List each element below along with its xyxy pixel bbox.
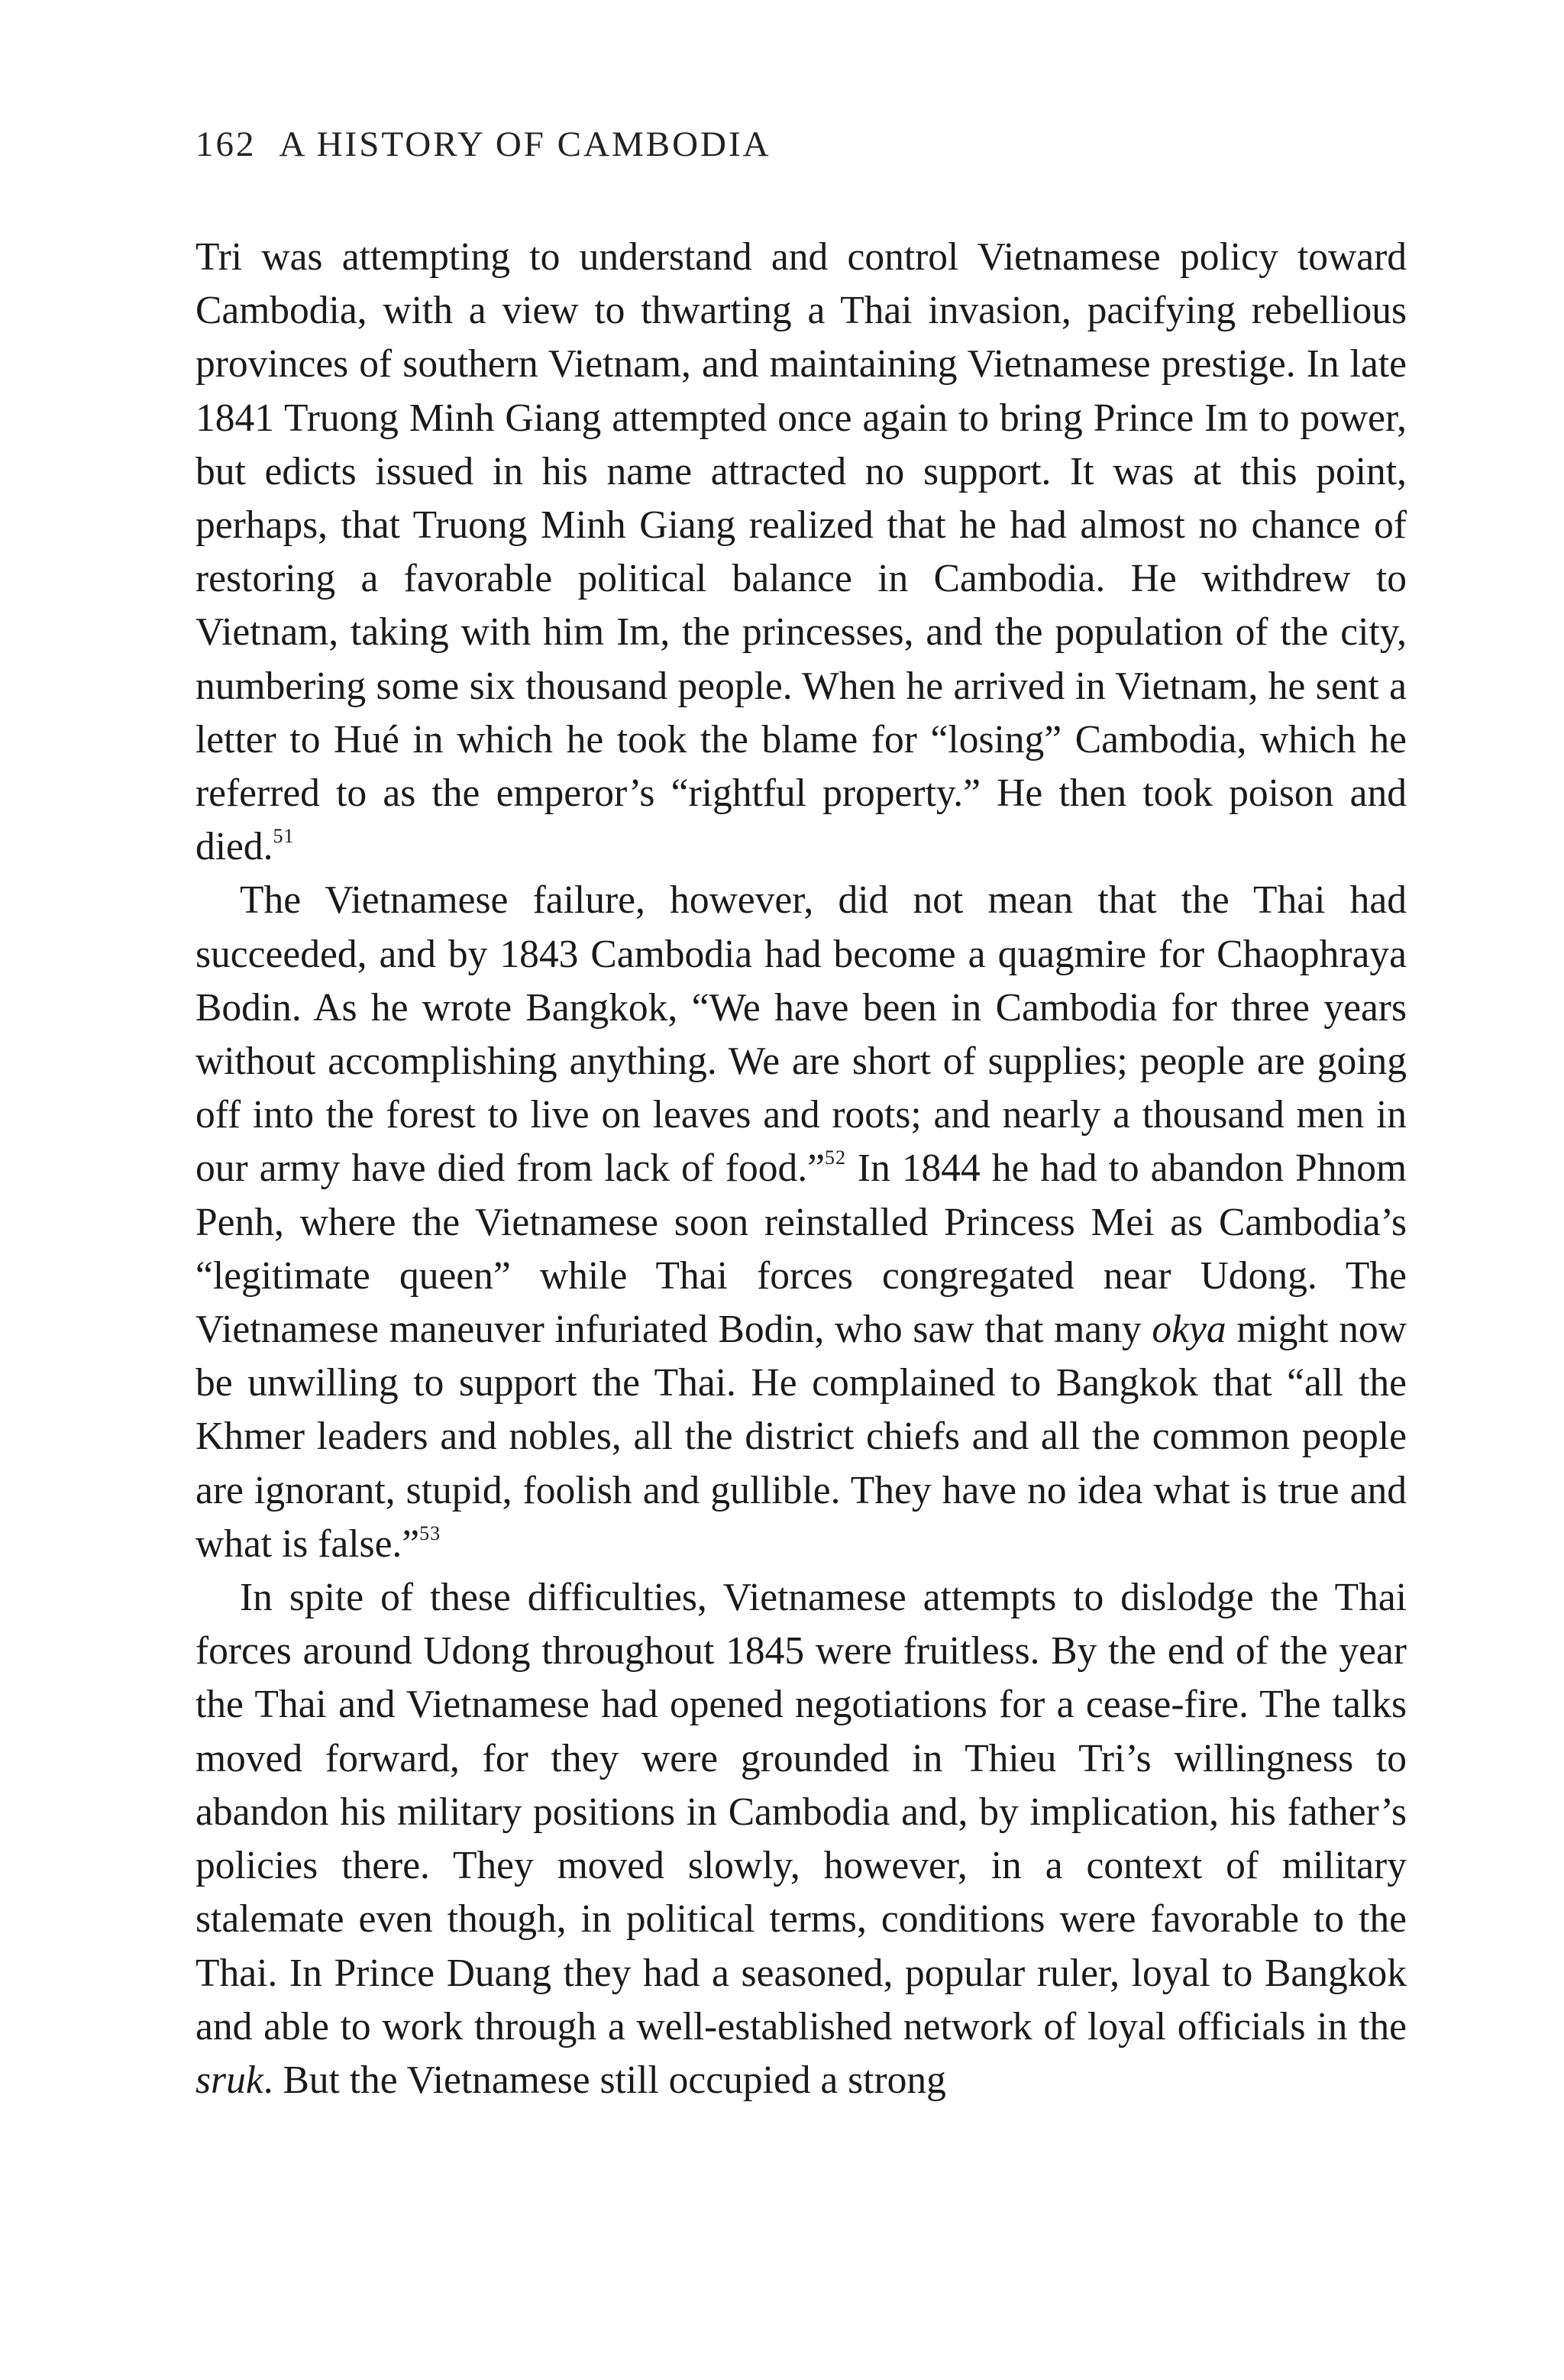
running-head [196, 124, 771, 164]
paragraph-text: In 1844 he had to abandon Phnom Penh, where the Vietnamese soon reinstalled Princess Mei as Cambodia’s “legitimate queen” while Thai forces congregated near Udong. The Vietnamese maneuver infuriated Bodin, who saw that many [196, 1146, 1407, 1352]
page-number: 162 [196, 124, 257, 164]
paragraph-3 [196, 1571, 1407, 2107]
paragraph-text: Tri was attempting to understand and control Vietnamese policy toward Cambodia, with a view to thwarting a Thai invasion, pacifying rebellious provinces of southern Vietnam, and maintaining Vietnamese prestige. In late 1841 Truong Minh Giang attempted once again to bring Prince Im to power, but edicts issued in his name attracted no support. It was at this point, perhaps, that Truong Minh Giang realized that he had almost no chance of restoring a favorable political balance in Cambodia. He withdrew to Vietnam, taking with him Im, the princesses, and the population of the city, numbering some six thousand people. When he arrived in Vietnam, he sent a letter to Hué in which he took the blame for “losing” Cambodia, which he referred to as the emperor’s “rightful property.” He then took poison and died. [196, 235, 1407, 869]
italic-term-okya: okya [1152, 1308, 1226, 1352]
body-text [196, 231, 1407, 2107]
paragraph-text: might now be unwilling to support the Thai. He complained to Bangkok that “all the Khmer leaders and nobles, all the district chiefs and all the common people are ignorant, stupid, foolish and gullible. They have no idea what is true and what is false.” [196, 1308, 1407, 1566]
paragraph-2 [196, 874, 1407, 1571]
paragraph-text: . But the Vietnamese still occupied a strong [263, 2058, 946, 2102]
footnote-ref-53[interactable]: 53 [419, 1521, 441, 1544]
footnote-ref-51[interactable]: 51 [273, 825, 295, 848]
paragraph-text: The Vietnamese failure, however, did not mean that the Thai had succeeded, and by 1843 Cambodia had become a quagmire for Chaophraya Bodin. As he wrote Bangkok, “We have been in Cambodia for three years without accomplishing anything. We are short of supplies; people are going off into the forest to live on leaves and roots; and nearly a thousand men in our army have died from lack of food.” [196, 878, 1407, 1191]
paragraph-text: In spite of these difficulties, Vietnamese attempts to dislodge the Thai forces around Udong throughout 1845 were fruitless. By the end of the year the Thai and Vietnamese had opened negotiations for a cease-fire. The talks moved forward, for they were grounded in Thieu Tri’s willingness to abandon his military positions in Cambodia and, by implication, his father’s policies there. They moved slowly, however, in a context of military stalemate even though, in political terms, conditions were favorable to the Thai. In Prince Duang they had a seasoned, popular ruler, loyal to Bangkok and able to work through a well-established network of loyal officials in the [196, 1576, 1407, 2049]
footnote-ref-52[interactable]: 52 [824, 1146, 846, 1169]
italic-term-sruk: sruk [196, 2058, 263, 2102]
book-title: A HISTORY OF CAMBODIA [279, 124, 771, 164]
paragraph-1 [196, 231, 1407, 874]
